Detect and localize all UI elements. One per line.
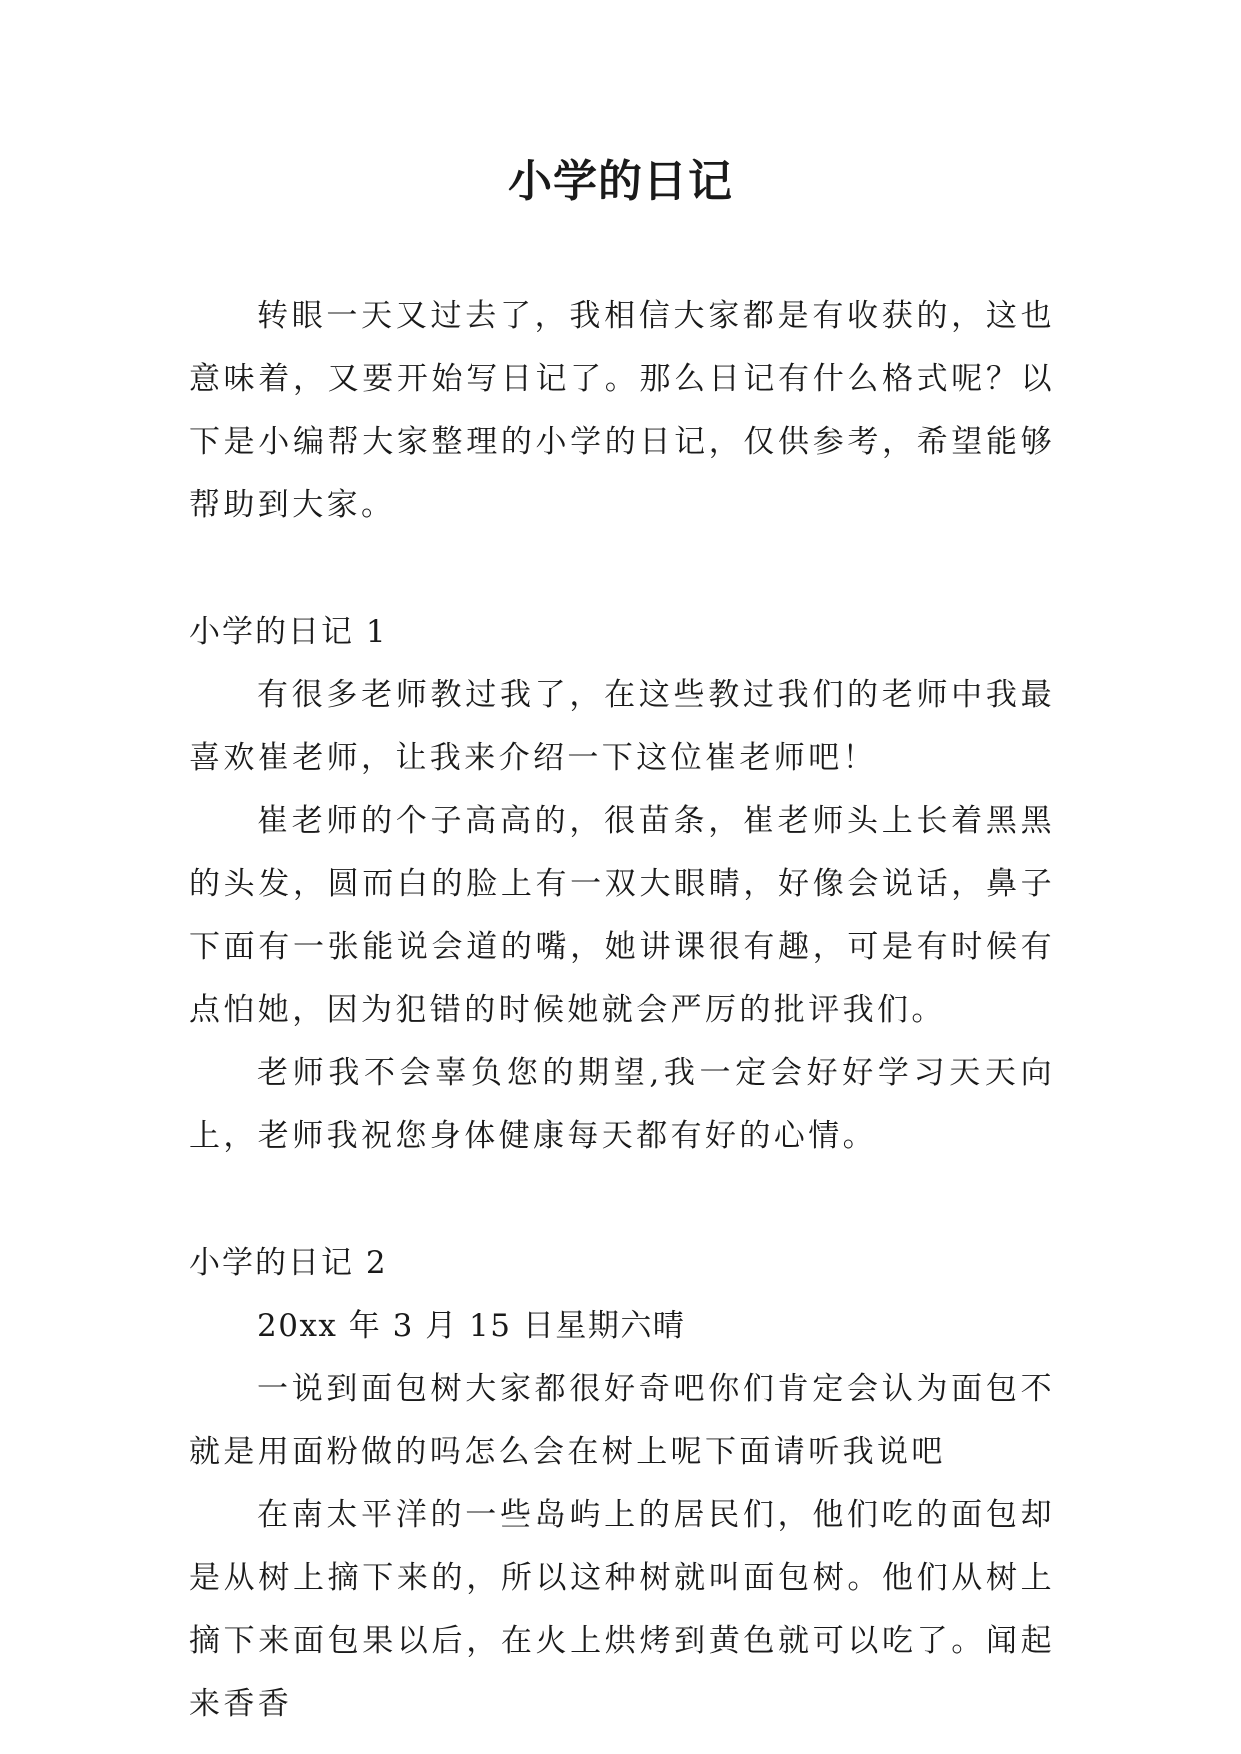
section-1-heading: 小学的日记 1 [189, 614, 388, 650]
section-2-paragraph-2: 在南太平洋的一些岛屿上的居民们，他们吃的面包却是从树上摘下来的，所以这种树就叫面包树。他们从树上摘下来面包果以后，在火上烘烤到黄色就可以吃了。闻起来香香 [189, 1497, 1055, 1722]
section-2-paragraph-1: 一说到面包树大家都很好奇吧你们肯定会认为面包不就是用面粉做的吗怎么会在树上呢下面请听我说吧 [189, 1371, 1055, 1470]
section-1-paragraph-1: 有很多老师教过我了，在这些教过我们的老师中我最喜欢崔老师，让我来介绍一下这位崔老师吧！ [189, 677, 1055, 776]
section-1-paragraph-3: 老师我不会辜负您的期望,我一定会好好学习天天向上，老师我祝您身体健康每天都有好的心情。 [189, 1055, 1055, 1154]
section-2-date-line: 20xx 年 3 月 15 日星期六晴 [257, 1308, 686, 1344]
document-title: 小学的日记 [508, 156, 733, 207]
section-1-paragraph-2: 崔老师的个子高高的，很苗条，崔老师头上长着黑黑的头发，圆而白的脸上有一双大眼睛，好像会说话，鼻子下面有一张能说会道的嘴，她讲课很有趣，可是有时候有点怕她，因为犯错的时候她就会严厉的批评我们。 [189, 803, 1055, 1028]
section-2-heading: 小学的日记 2 [189, 1245, 388, 1281]
intro-paragraph: 转眼一天又过去了，我相信大家都是有收获的，这也意味着，又要开始写日记了。那么日记有什么格式呢？以下是小编帮大家整理的小学的日记，仅供参考，希望能够帮助到大家。 [189, 298, 1055, 523]
document-body [189, 285, 1055, 1736]
